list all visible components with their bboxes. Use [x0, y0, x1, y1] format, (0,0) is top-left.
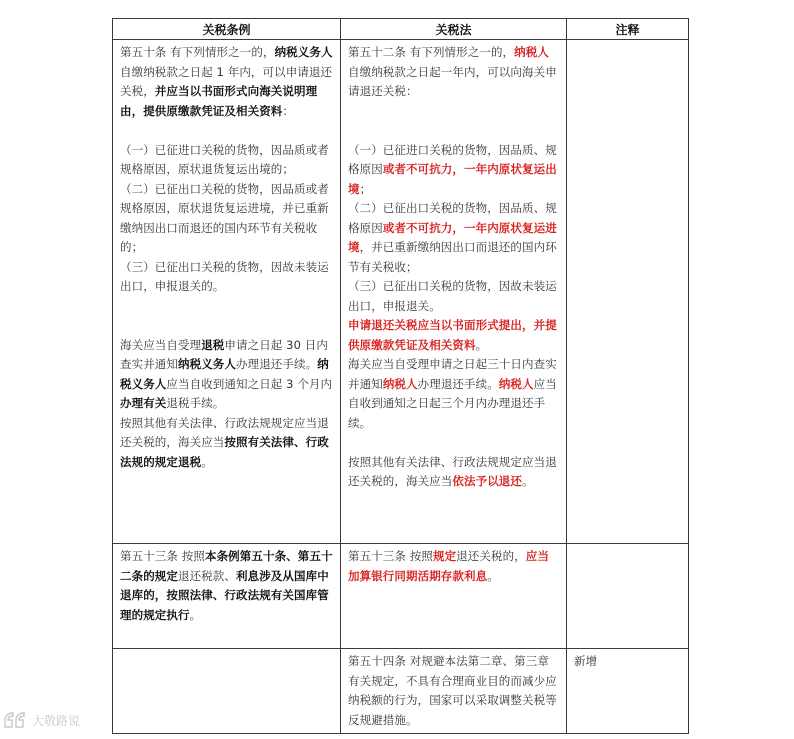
table-row-refund: [113, 40, 689, 544]
comparison-table-container: [112, 18, 688, 734]
highlight-bold-text: 并应当以书面形式向海关说明理由，提供原缴款凭证及相关资料: [120, 84, 318, 118]
highlight-red-text: 申请退还关税应当以书面形式提出，并提供原缴款凭证及相关资料: [348, 318, 557, 352]
plain-text: 。: [522, 474, 534, 488]
plain-text: 应当自收到通知之日起三个月内办理退还手续。: [348, 376, 557, 430]
watermark-text: 大敬路说: [32, 713, 81, 728]
highlight-bold-text: 本条例第五十条、第五十二条的规定: [120, 549, 333, 583]
law-article-53-cell: [341, 544, 567, 649]
plain-text: 。: [189, 607, 202, 622]
regulation-article-50-cell: [113, 40, 341, 544]
law-article-52-item-1: [348, 141, 560, 200]
regulation-article-53-text: [120, 547, 334, 625]
plain-text: 。: [487, 568, 499, 583]
watermark: [3, 711, 80, 729]
plain-text: （二）已征出口关税的货物，因品质、规格原因: [348, 201, 557, 235]
plain-text: 申请之日起 30 日内查实并通知: [120, 337, 328, 371]
law-article-52-cell: [341, 40, 567, 544]
plain-text: 第五十条 有下列情形之一的，: [120, 45, 275, 59]
law-article-54-text: 第五十四条 对规避本法第二章、第三章有关规定，不具有合理商业目的而减少应纳税额的行为，国家可以采取调整关税等反规避措施。: [348, 654, 557, 727]
regulation-article-50-intro: [120, 43, 334, 121]
plain-text: 按照其他有关法律、行政法规规定应当退还关税的，海关应当: [348, 454, 557, 488]
table-row-interest: [113, 544, 689, 649]
header-regulation: 关税条例: [113, 19, 341, 40]
table-row-anti-avoidance: [113, 649, 689, 734]
note-cell-interest: [567, 544, 689, 649]
note-cell-refund: [567, 40, 689, 544]
plain-text: 按照其他有关法律、行政法规规定应当退还关税的，海关应当: [120, 415, 329, 449]
highlight-red-text: 纳税人: [498, 376, 534, 391]
plain-text: （一）已征进口关税的货物，因品质、规格原因: [348, 142, 557, 176]
law-article-54-cell: [341, 649, 567, 734]
plain-text: 。: [201, 454, 213, 469]
plain-text: ，并已重新缴纳因出口而退还的国内环节有关税收；: [348, 240, 557, 274]
regulation-article-50-item-3: （三）已征出口关税的货物，因故未装运出口，申报退关的。: [120, 259, 329, 293]
plain-text: 退还关税的，: [456, 549, 526, 563]
plain-text: ；: [359, 181, 372, 196]
highlight-red-text: 规定: [432, 549, 457, 563]
highlight-bold-text: 退税: [201, 337, 225, 352]
plain-text: 。: [475, 337, 488, 352]
regulation-article-50-other-laws: [120, 414, 334, 473]
highlight-red-text: 应当加算银行同期活期存款利息: [348, 549, 549, 583]
highlight-red-text: 或者不可抗力，一年内原状复运进境: [348, 220, 557, 254]
plain-text: 第五十二条 有下列情形之一的，: [348, 45, 515, 59]
quote-logo-icon: [3, 711, 27, 729]
law-article-53-text: [348, 547, 560, 586]
highlight-red-text: 或者不可抗力，一年内原状复运出境: [348, 162, 557, 196]
law-article-52-written-application: [348, 316, 560, 355]
highlight-red-text: 纳税人: [514, 45, 549, 59]
law-article-52-item-3: [348, 277, 560, 316]
header-note: 注释: [567, 19, 689, 40]
law-article-52-item-2: [348, 199, 560, 277]
plain-text: （三）已征出口关税的货物，因故未装运出口，申报退关。: [348, 279, 557, 313]
highlight-red-text: 依法予以退还: [452, 474, 523, 488]
plain-text: 退税手续。: [166, 396, 225, 410]
highlight-bold-text: 纳税义务人: [120, 357, 329, 391]
highlight-bold-text: 办理有关: [120, 396, 167, 410]
plain-text: 办理退还手续。: [236, 357, 318, 371]
law-article-52-other-laws: [348, 453, 560, 492]
note-text: [567, 544, 688, 549]
regulation-empty-cell: [113, 649, 341, 734]
note-text: [567, 40, 688, 45]
law-article-52-intro: [348, 43, 560, 102]
plain-text: 应当自收到通知之日起 3 个月内: [166, 376, 333, 391]
header-row: [113, 19, 689, 40]
highlight-bold-text: 纳税义务人: [274, 45, 333, 59]
regulation-article-50-item-1: （一）已征进口关税的货物，因品质或者规格原因，原状退货复运出境的；: [120, 142, 329, 176]
regulation-article-50-procedure: [120, 336, 334, 414]
regulation-article-50-item-2: （二）已征出口关税的货物，因品质或者规格原因，原状退货复运进境，并已重新缴纳因出口而退还的国内环节有关税收的；: [120, 181, 329, 254]
header-law: 关税法: [341, 19, 567, 40]
note-cell-new: [567, 649, 689, 734]
plain-text: ：: [282, 103, 295, 118]
plain-text: 第五十三条 按照: [120, 549, 205, 563]
plain-text: 自缴纳税款之日起 1 年内，可以申请退还关税，: [120, 64, 333, 98]
highlight-bold-text: 利息涉及从国库中退库的，按照法律、行政法规有关国库管理的规定执行: [120, 568, 329, 622]
plain-text: 海关应当自受理申请之日起三十日内查实并通知: [348, 357, 557, 391]
plain-text: 自缴纳税款之日起一年内，可以向海关申请退还关税：: [348, 64, 557, 98]
highlight-bold-text: 按照有关法律、行政法规的规定退税: [120, 435, 329, 469]
plain-text: 海关应当自受理: [120, 337, 202, 352]
regulation-article-53-cell: [113, 544, 341, 649]
plain-text: 办理退还手续。: [417, 376, 499, 391]
note-new-badge: 新增: [574, 654, 598, 668]
regulation-empty-text: [113, 649, 340, 654]
highlight-red-text: 纳税人: [382, 376, 418, 391]
plain-text: 退还税款、: [178, 568, 236, 583]
plain-text: 第五十三条 按照: [348, 549, 433, 563]
law-article-52-procedure: [348, 355, 560, 433]
highlight-bold-text: 纳税义务人: [178, 357, 236, 371]
comparison-table: [112, 18, 689, 734]
